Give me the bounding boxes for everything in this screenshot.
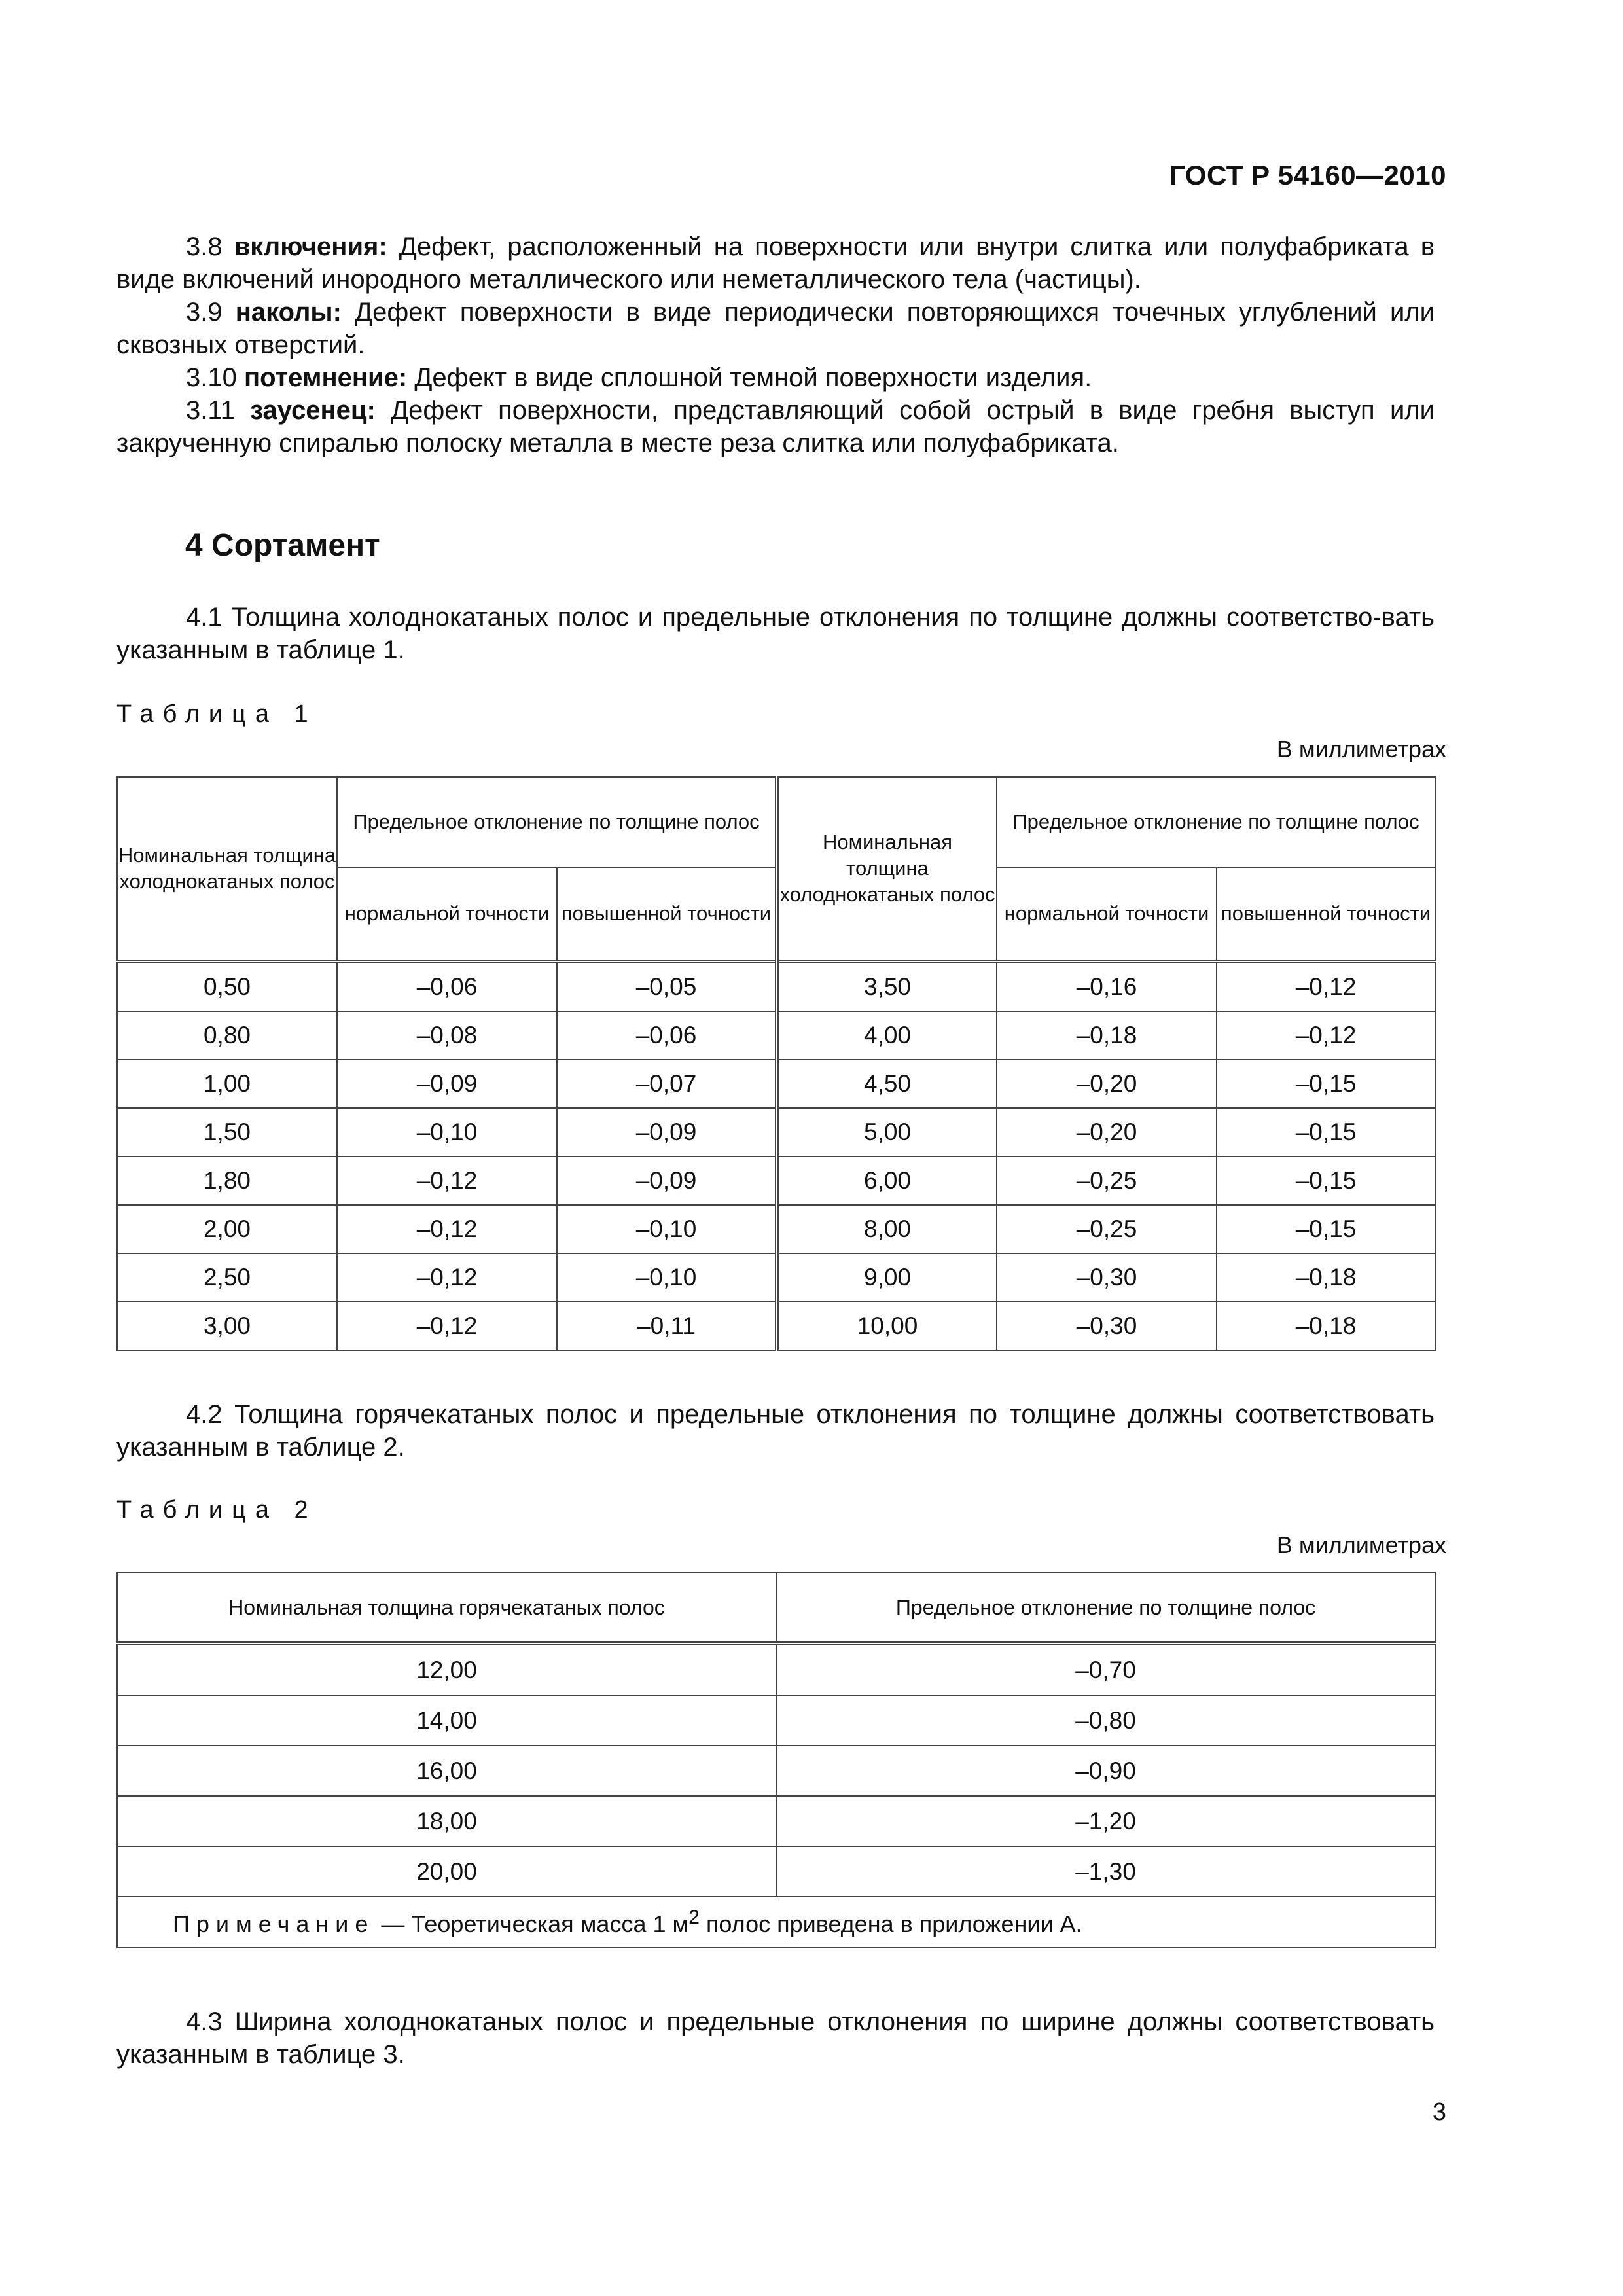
table-cell: 20,00 bbox=[117, 1846, 776, 1897]
table-1-units: В миллиметрах bbox=[1276, 736, 1446, 762]
table-row bbox=[117, 1060, 1435, 1108]
definition-number: 3.11 bbox=[186, 396, 235, 425]
table-cell: –0,05 bbox=[557, 961, 777, 1011]
table-cell: 2,00 bbox=[117, 1205, 337, 1253]
table-row bbox=[117, 1746, 1435, 1796]
table-cell: –0,12 bbox=[1217, 1011, 1435, 1060]
table-cell: –0,18 bbox=[997, 1011, 1217, 1060]
table-row bbox=[117, 1796, 1435, 1846]
header-nominal-thickness: Номинальная толщина горячекатаных полос bbox=[117, 1573, 776, 1643]
table-cell: –0,10 bbox=[337, 1108, 557, 1157]
definition-3-8 bbox=[116, 230, 1435, 296]
header-deviation: Предельное отклонение по толщине полос bbox=[997, 777, 1435, 867]
table-cell: 1,80 bbox=[117, 1157, 337, 1205]
table-cell: –1,20 bbox=[776, 1796, 1435, 1846]
table-cell: –0,09 bbox=[557, 1157, 777, 1205]
table-cell: –0,12 bbox=[1217, 961, 1435, 1011]
table-cell: 0,50 bbox=[117, 961, 337, 1011]
table-cell: 1,00 bbox=[117, 1060, 337, 1108]
paragraph-4-3 bbox=[116, 2005, 1435, 2071]
table-cell: 14,00 bbox=[117, 1695, 776, 1746]
table-cell: –0,30 bbox=[997, 1302, 1217, 1350]
paragraph-text: 4.1 Толщина холоднокатаных полос и предельные отклонения по толщине должны соответство-вать указанным в таблице 1. bbox=[116, 603, 1435, 664]
table-cell: 9,00 bbox=[777, 1253, 997, 1302]
table-cell: –0,09 bbox=[337, 1060, 557, 1108]
table-cell: –0,12 bbox=[337, 1253, 557, 1302]
header-deviation: Предельное отклонение по толщине полос bbox=[337, 777, 777, 867]
table-cell: –0,70 bbox=[776, 1643, 1435, 1695]
definition-text: Дефект поверхности в виде периодически повторяющихся точечных углублений или сквозных отверстий. bbox=[116, 298, 1435, 359]
note-text: — Теоретическая масса 1 м bbox=[374, 1910, 689, 1937]
paragraph-text: 4.2 Толщина горячекатаных полос и предельные отклонения по толщине должны соответствовать указанным в таблице 2. bbox=[116, 1400, 1435, 1462]
table-cell: –0,07 bbox=[557, 1060, 777, 1108]
table-row bbox=[117, 1846, 1435, 1897]
table-cell: –0,25 bbox=[997, 1205, 1217, 1253]
table-2 bbox=[116, 1572, 1436, 1948]
header-normal-accuracy: нормальной точности bbox=[997, 867, 1217, 961]
table-cell: –0,80 bbox=[776, 1695, 1435, 1746]
definition-text: Дефект в виде сплошной темной поверхности изделия. bbox=[407, 363, 1092, 392]
table-cell: –1,30 bbox=[776, 1846, 1435, 1897]
table-cell: 2,50 bbox=[117, 1253, 337, 1302]
header-increased-accuracy: повышенной точности bbox=[1217, 867, 1435, 961]
table-cell: 6,00 bbox=[777, 1157, 997, 1205]
table-cell: –0,25 bbox=[997, 1157, 1217, 1205]
table-cell: 3,00 bbox=[117, 1302, 337, 1350]
table-cell: –0,20 bbox=[997, 1060, 1217, 1108]
table-1-label: Таблица 1 bbox=[116, 700, 317, 728]
table-cell: –0,15 bbox=[1217, 1157, 1435, 1205]
table-row bbox=[117, 1302, 1435, 1350]
header-normal-accuracy: нормальной точности bbox=[337, 867, 557, 961]
table-row bbox=[117, 1643, 1435, 1695]
table-2-body bbox=[117, 1643, 1435, 1897]
table-cell: 0,80 bbox=[117, 1011, 337, 1060]
table-cell: 3,50 bbox=[777, 961, 997, 1011]
table-row bbox=[117, 1253, 1435, 1302]
header-deviation: Предельное отклонение по толщине полос bbox=[776, 1573, 1435, 1643]
definition-3-11 bbox=[116, 394, 1435, 459]
table-2-units: В миллиметрах bbox=[1276, 1532, 1446, 1558]
note-text-end: полос приведена в приложении А. bbox=[699, 1910, 1082, 1937]
table-cell: –0,09 bbox=[557, 1108, 777, 1157]
definition-term: включения: bbox=[234, 232, 387, 261]
table-cell: –0,12 bbox=[337, 1302, 557, 1350]
paragraph-text: 4.3 Ширина холоднокатаных полос и предельные отклонения по ширине должны соответствовать указанным в таблице 3. bbox=[116, 2007, 1435, 2069]
table-cell: –0,10 bbox=[557, 1253, 777, 1302]
table-cell: –0,20 bbox=[997, 1108, 1217, 1157]
table-cell: 1,50 bbox=[117, 1108, 337, 1157]
definition-text: Дефект поверхности, представляющий собой острый в виде гребня выступ или закрученную спиралью полоску металла в месте реза слитка или полуфабриката. bbox=[116, 396, 1435, 457]
definition-term: потемнение: bbox=[243, 363, 408, 392]
header-nominal-thickness: Номинальная толщина холоднокатаных полос bbox=[777, 777, 997, 961]
definition-3-10 bbox=[116, 361, 1435, 394]
table-cell: 16,00 bbox=[117, 1746, 776, 1796]
table-cell: –0,11 bbox=[557, 1302, 777, 1350]
table-row bbox=[117, 1157, 1435, 1205]
table-cell: –0,15 bbox=[1217, 1108, 1435, 1157]
table-cell: –0,18 bbox=[1217, 1253, 1435, 1302]
document-header: ГОСТ Р 54160—2010 bbox=[1169, 160, 1446, 190]
table-cell: –0,12 bbox=[337, 1157, 557, 1205]
table-cell: 18,00 bbox=[117, 1796, 776, 1846]
table-1-body bbox=[117, 961, 1435, 1350]
table-1 bbox=[116, 776, 1436, 1351]
table-cell: –0,06 bbox=[337, 961, 557, 1011]
table-cell: 5,00 bbox=[777, 1108, 997, 1157]
table-row bbox=[117, 1695, 1435, 1746]
table-row bbox=[117, 961, 1435, 1011]
table-cell: –0,15 bbox=[1217, 1205, 1435, 1253]
table-cell: –0,08 bbox=[337, 1011, 557, 1060]
note-superscript: 2 bbox=[688, 1907, 700, 1928]
table-cell: 4,50 bbox=[777, 1060, 997, 1108]
definition-term: наколы: bbox=[235, 298, 342, 327]
table-cell: 12,00 bbox=[117, 1643, 776, 1695]
page-number: 3 bbox=[1432, 2098, 1446, 2126]
table-row bbox=[117, 1205, 1435, 1253]
definition-term: заусенец: bbox=[250, 396, 376, 425]
table-cell: –0,30 bbox=[997, 1253, 1217, 1302]
table-cell: –0,10 bbox=[557, 1205, 777, 1253]
header-nominal-thickness: Номинальная толщина холоднокатаных полос bbox=[117, 777, 337, 961]
definition-text: Дефект, расположенный на поверхности или внутри слитка или полуфабриката в виде включений инородного металлического или неметаллического тела (частицы). bbox=[116, 232, 1435, 294]
definition-number: 3.9 bbox=[186, 298, 223, 327]
table-2-label: Таблица 2 bbox=[116, 1496, 317, 1524]
section-heading: 4 Сортамент bbox=[185, 528, 380, 563]
definition-3-9 bbox=[116, 296, 1435, 361]
paragraph-4-2 bbox=[116, 1398, 1435, 1463]
definition-number: 3.10 bbox=[186, 363, 237, 392]
paragraph-4-1 bbox=[116, 601, 1435, 666]
table-cell: –0,15 bbox=[1217, 1060, 1435, 1108]
table-2-note bbox=[117, 1897, 1435, 1948]
table-cell: –0,90 bbox=[776, 1746, 1435, 1796]
table-cell: –0,18 bbox=[1217, 1302, 1435, 1350]
table-cell: –0,06 bbox=[557, 1011, 777, 1060]
table-cell: 10,00 bbox=[777, 1302, 997, 1350]
table-cell: 8,00 bbox=[777, 1205, 997, 1253]
note-label: Примечание bbox=[173, 1910, 375, 1937]
definition-number: 3.8 bbox=[186, 232, 223, 261]
table-cell: 4,00 bbox=[777, 1011, 997, 1060]
table-cell: –0,16 bbox=[997, 961, 1217, 1011]
table-row bbox=[117, 1011, 1435, 1060]
table-row bbox=[117, 1108, 1435, 1157]
header-increased-accuracy: повышенной точности bbox=[557, 867, 777, 961]
table-cell: –0,12 bbox=[337, 1205, 557, 1253]
